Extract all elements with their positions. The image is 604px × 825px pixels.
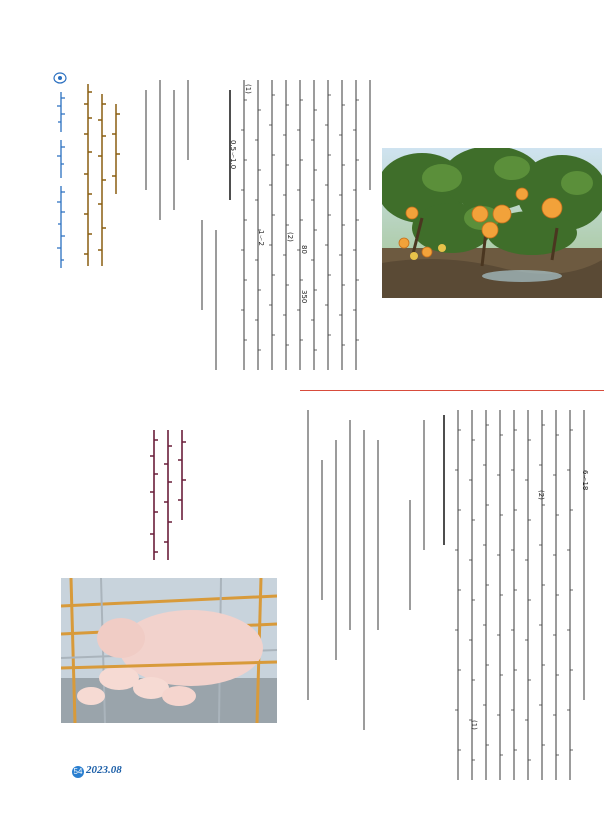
numeral-list-marker: (2) xyxy=(537,490,545,500)
numeral-range: 0.5～1.0 xyxy=(229,140,237,170)
header-script-gold xyxy=(82,84,122,266)
numeral-range: 1～2 xyxy=(257,230,265,246)
orchard-photo xyxy=(382,148,602,298)
section-divider xyxy=(300,390,604,391)
header-script-blue xyxy=(55,92,67,268)
numeral-list-marker: (1) xyxy=(470,720,478,730)
numeral-value: 80 xyxy=(300,245,308,254)
pig-article-title xyxy=(148,430,188,565)
numeral-list-marker: (2) xyxy=(286,232,294,242)
numeral-list-marker: (1) xyxy=(244,84,252,94)
numeral-range: 6～18 xyxy=(581,470,589,491)
lower-body-text xyxy=(300,400,590,800)
upper-body-text xyxy=(140,70,380,380)
numeral-value: 350 xyxy=(300,290,308,304)
issue-date: 2023.08 xyxy=(86,764,122,776)
pig-farm-photo xyxy=(61,578,277,723)
page-number-badge: 54 xyxy=(73,767,83,776)
ornament-icon xyxy=(52,72,68,84)
